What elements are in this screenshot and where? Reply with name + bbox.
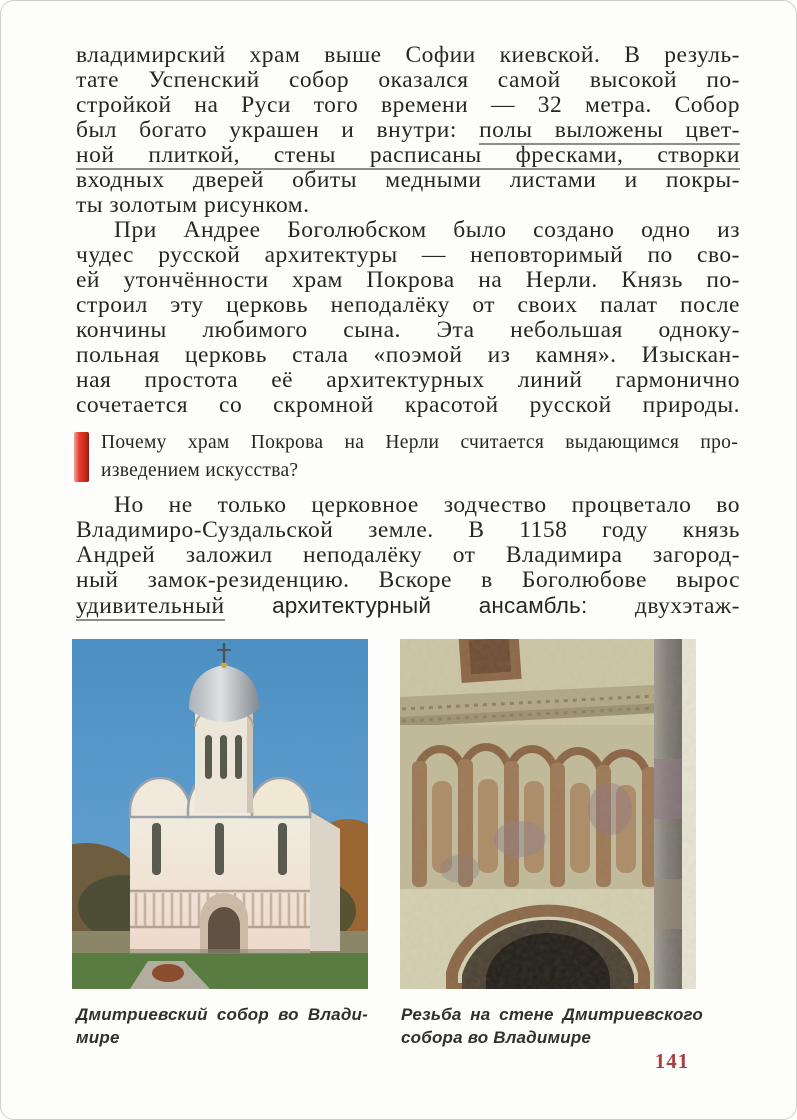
text-line: ты золотым рисунком. — [76, 192, 310, 218]
photo-dmitrievsky-cathedral — [72, 639, 368, 989]
text-line: строил эту церковь неподалёку от своих палат после — [76, 292, 740, 318]
text-line: ная простота её архитектурных линий гармонично — [76, 367, 740, 393]
pencil-underline: полы выложены цвет- — [479, 117, 740, 143]
text-line: Владимиро-Суздальской земле. В 1158 году князь — [76, 517, 740, 543]
caption-right-photo — [401, 1003, 703, 1049]
red-marker-bar — [74, 432, 89, 482]
text-line: тате Успенский собор оказался самой высокой по- — [76, 67, 740, 93]
body-paragraph-1 — [76, 43, 740, 218]
page-number: 141 — [654, 1049, 690, 1073]
text-line: чудес русской архитектуры — неповторимый по сво- — [76, 242, 740, 268]
text-line: Почему храм Покрова на Нерли считается выдающимся про- — [101, 432, 738, 453]
question-text — [101, 429, 738, 484]
text-line: сочетается со скромной красотой русской природы. — [76, 392, 740, 418]
text-line: владимирский храм выше Софии киевской. В резуль- — [76, 42, 740, 68]
pencil-underline: ной плиткой, стены расписаны фресками, створки — [76, 142, 740, 168]
text-line: Но не только церковное зодчество процветало во — [114, 492, 740, 518]
text-line: Дмитриевский собор во Влади- — [76, 1005, 368, 1024]
vocabulary-term: архитектурный ансамбль: — [272, 593, 588, 618]
photo-wall-carving — [400, 639, 696, 989]
text-line: был богато украшен и внутри: полы выложены цвет- — [76, 117, 740, 143]
text-line: входных дверей обиты медными листами и покры- — [76, 167, 740, 193]
text-line: При Андрее Боголюбском было создано одно из — [114, 217, 740, 243]
carving-photo-illustration — [400, 639, 696, 989]
text-line — [76, 143, 740, 168]
pencil-underline: удивительный — [76, 593, 225, 619]
body-paragraph-3 — [76, 493, 740, 619]
text-line: мире — [76, 1028, 120, 1047]
text-line: удивительный архитектурный ансамбль: двухэтаж- — [76, 593, 740, 619]
text-line: стройкой на Руси того времени — 32 метра. Собор — [76, 92, 740, 118]
caption-left-photo — [76, 1003, 368, 1049]
text-line: собора во Владимире — [401, 1028, 592, 1047]
text-line: ей утончённости храм Покрова на Нерли. Князь по- — [76, 267, 740, 293]
text-line: изведением искусства? — [101, 459, 299, 481]
text-line: Андрей заложил неподалёку от Владимира загород- — [76, 542, 740, 568]
text-line: ный замок-резиденцию. Вскоре в Боголюбове вырос — [76, 567, 740, 593]
text-line: кончины любимого сына. Эта небольшая одноку- — [76, 317, 740, 343]
text-line: польная церковь стала «поэмой из камня». Изыскан- — [76, 342, 740, 368]
cathedral-photo-illustration — [72, 639, 368, 989]
text-line: Резьба на стене Дмитриевского — [401, 1005, 703, 1024]
body-paragraph-2 — [76, 218, 740, 418]
